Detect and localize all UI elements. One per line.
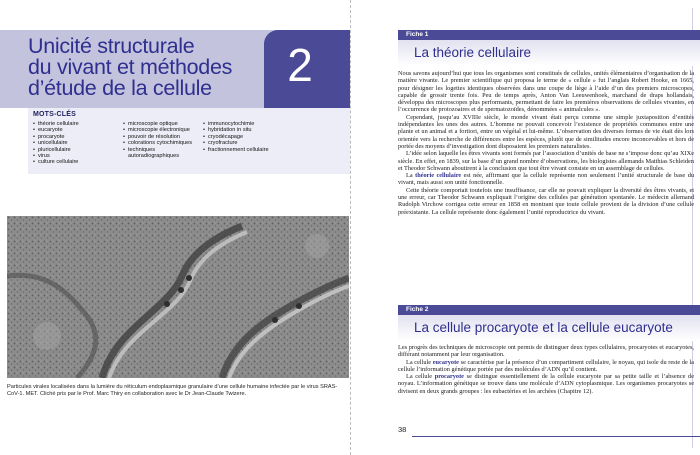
- keyword-item: • immunocytochimie: [203, 121, 278, 127]
- keyword-item: • culture cellulaire: [33, 159, 123, 165]
- keywords-heading: MOTS-CLÉS: [33, 111, 77, 118]
- paragraph-text: La: [406, 172, 416, 180]
- keyword-item: • pluricellulaire: [33, 147, 123, 153]
- viral-particle: [164, 301, 170, 307]
- fiche-label: Fiche 1: [406, 31, 429, 38]
- viral-particle: [186, 275, 192, 281]
- fiche-title: La cellule procaryote et la cellule eucaryote: [414, 320, 673, 335]
- micrograph-image: [7, 216, 349, 378]
- key-term: eucaryote: [432, 358, 459, 366]
- keyword-item: • théorie cellulaire: [33, 121, 123, 127]
- page-number: 38: [398, 425, 407, 434]
- chapter-title-line: du vivant et méthodes: [28, 55, 233, 79]
- viral-particle: [178, 287, 184, 293]
- keywords-box: [28, 108, 350, 174]
- footer-rule: [412, 436, 700, 437]
- paragraph: [398, 373, 694, 395]
- keyword-item: • microscopie optique: [123, 121, 203, 127]
- keywords-column: [123, 121, 203, 159]
- viral-particle: [296, 303, 302, 309]
- chapter-title: [28, 36, 278, 99]
- paragraph-text: La cellule: [406, 358, 433, 366]
- paragraph-text: se distingue essentiellement de la cellule eucaryote par sa petite taille et l’absence de noyau. L’information génétique se trouve dans une molécule d’ADN cytoplasmique. Les organismes procaryotes se divisent en deux grands groupes : les eubactéries et les archées (Chapitre 12).: [398, 373, 694, 395]
- key-term: théorie cellulaire: [415, 172, 462, 180]
- keywords-column: [203, 121, 278, 153]
- keyword-item: • microscopie électronique: [123, 127, 203, 133]
- keyword-item: • eucaryote: [33, 127, 123, 133]
- chapter-number-tab: [264, 30, 350, 108]
- vesicle: [305, 234, 329, 258]
- electron-micrograph: [7, 216, 349, 378]
- paragraph: [398, 172, 694, 187]
- fiche-label: Fiche 2: [406, 306, 429, 313]
- page-gutter: [350, 0, 351, 455]
- keyword-item: • pouvoir de résolution: [123, 134, 203, 140]
- fiche-title: La théorie cellulaire: [414, 45, 532, 60]
- chapter-number: 2: [287, 39, 313, 91]
- paragraph: Nous savons aujourd’hui que tous les organismes sont constitués de cellules, unités élémentaires d’organisation de la matière vivante. Le premier scientifique qui proposa le terme de « cellule » fut l’anglais Robert Hooke, en 1665, pour désigner les logettes identiques observées dans une coupe de liège à l’aide d’un des premiers microscopes, capable de grossir trente fois. Peu de temps après, Anton Van Leeuwenhoek, marchand de draps hollandais, développa des microscopes plus performants, permettant de faire les premières observations de cellules vivantes, en l’occurrence de protozoaires et de spermatozoïdes, dénommées « animalcules ».: [398, 70, 694, 114]
- keyword-item: • fractionnement cellulaire: [203, 147, 278, 153]
- chapter-title-line: Unicité structurale: [28, 34, 195, 58]
- figure-caption: Particules virales localisées dans la lumière du réticulum endoplasmique granulaire d’une cellule humaine infectée par le virus SRAS-CoV-1. MET. Cliché pris par le Prof. Marc Thiry en collaboration avec le Dr Jean-Claude Twizere.: [7, 384, 338, 397]
- keyword-item: • cryodécapage: [203, 134, 278, 140]
- paragraph-text: est née, affirmant que la cellule représente non seulement l’unité structurale de base du vivant, mais aussi son unité fonctionnelle.: [398, 172, 694, 187]
- keyword-item: • procaryote: [33, 134, 123, 140]
- keyword-item: • unicellulaire: [33, 140, 123, 146]
- keyword-item: • virus: [33, 153, 123, 159]
- paragraph: Cette théorie comportait toutefois une insuffisance, car elle ne pouvait expliquer la diversité des êtres vivants, et une erreur, car Theodor Schwann expliquait l’origine des cellules par génération spontanée. Le médecin allemand Rudolph Virchow corrigea cette erreur en 1858 en montrant que toute cellule provient de la division d’une cellule préexistante. La cellule représente donc également l’unité reproductrice du vivant.: [398, 186, 694, 216]
- paragraph: [398, 359, 694, 374]
- paragraph-text: se caractérise par la présence d’un compartiment cellulaire, le noyau, qui isole du reste de la cellule l’information génétique portée par des molécules d’ADN qu’il contient.: [398, 358, 694, 373]
- fiche-body: [398, 70, 694, 216]
- keyword-item: • cryofracture: [203, 140, 278, 146]
- paragraph: Les progrès des techniques de microscopie ont permis de distinguer deux types cellulaires, procaryotes et eucaryotes, différant notamment par leur organisation.: [398, 344, 694, 359]
- chapter-title-line: d’étude de la cellule: [28, 76, 212, 100]
- fiche-banner: [398, 30, 700, 40]
- paragraph: L’idée selon laquelle les êtres vivants sont formés par l’association d’unités de base ne s’impose donc qu’au XIXe siècle. En effet, en 1839, sur la base d’un grand nombre d’observations, les biologistes allemands Matthias Schleiden et Theodor Schwann aboutirent à la conclusion que tout être vivant consiste en un assemblage de cellules.: [398, 150, 694, 172]
- key-term: procaryote: [434, 373, 464, 381]
- paragraph-text: La cellule: [406, 373, 435, 381]
- vesicle: [33, 322, 61, 350]
- viral-particle: [272, 317, 278, 323]
- keyword-item: • hybridation in situ: [203, 127, 278, 133]
- keyword-item: • colorations cytochimiques: [123, 140, 203, 146]
- fiche-body: [398, 344, 694, 395]
- fiche-banner: [398, 305, 700, 315]
- keywords-column: [33, 121, 123, 166]
- paragraph: Cependant, jusqu’au XVIIIe siècle, le monde vivant était perçu comme une simple juxtaposition d’entités indépendantes les unes des autres. L’homme ne pouvait concevoir l’existence de propriétés communes entre une plante et un animal et a fortiori, entre un végétal et lui-même. L’observation des diverses formes de vie était dès lors orientée vers la recherche de différences entre les espèces, plutôt que de similitudes encore inconcevables et hors de portée des moyens d’investigation dont disposaient les premiers naturalistes.: [398, 113, 694, 150]
- keyword-item: • techniques autoradiographiques: [123, 147, 203, 160]
